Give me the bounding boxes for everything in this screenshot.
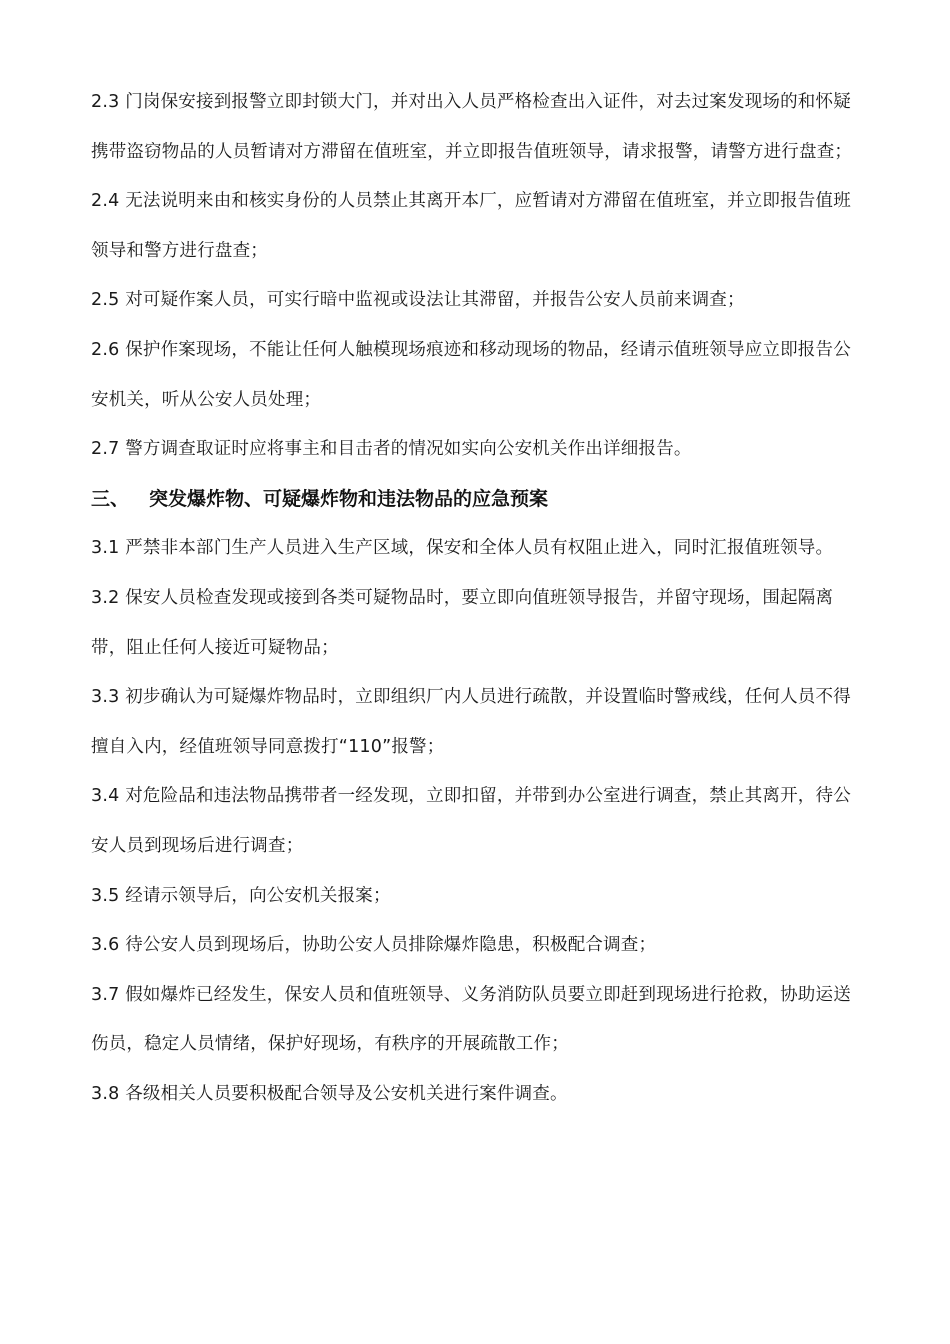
paragraph-3-2: 3.2 保安人员检查发现或接到各类可疑物品时，要立即向值班领导报告，并留守现场，围起隔离带，阻止任何人接近可疑物品； [91, 587, 834, 658]
paragraph-3-4: 3.4 对危险品和违法物品携带者一经发现，立即扣留，并带到办公室进行调查，禁止其离开，待公安人员到现场后进行调查； [91, 786, 851, 856]
section-3-number: 三、 [91, 487, 130, 510]
paragraph-3-3: 3.3 初步确认为可疑爆炸物品时，立即组织厂内人员进行疏散，并设置临时警戒线，任何人员不得擅自入内，经值班领导同意拨打“110”报警； [91, 687, 851, 757]
paragraph-2-6: 2.6 保护作案现场，不能让任何人触模现场痕迹和移动现场的物品，经请示值班领导应立即报告公安机关，听从公安人员处理； [91, 339, 851, 410]
paragraph-3-6: 3.6 待公安人员到现场后，协助公安人员排除爆炸隐患，积极配合调查； [91, 935, 657, 956]
paragraph-3-5: 3.5 经请示领导后，向公安机关报案； [91, 885, 391, 906]
paragraph-3-7: 3.7 假如爆炸已经发生，保安人员和值班领导、义务消防队员要立即赶到现场进行抢救，协助运送伤员，稳定人员情绪，保护好现场，有秩序的开展疏散工作； [91, 984, 851, 1055]
paragraph-3-8: 3.8 各级相关人员要积极配合领导及公安机关进行案件调查。 [91, 1083, 568, 1104]
paragraph-2-5: 2.5 对可疑作案人员，可实行暗中监视或设法让其滞留，并报告公安人员前来调查； [91, 290, 745, 311]
paragraph-2-4: 2.4 无法说明来由和核实身份的人员禁止其离开本厂，应暂请对方滞留在值班室，并立即报告值班领导和警方进行盘查； [91, 191, 851, 261]
section-3-heading [91, 475, 862, 525]
section-3-title: 突发爆炸物、可疑爆炸物和违法物品的应急预案 [149, 487, 549, 510]
paragraph-2-3: 2.3 门岗保安接到报警立即封锁大门，并对出入人员严格检查出入证件，对去过案发现场的和怀疑携带盗窃物品的人员暂请对方滞留在值班室，并立即报告值班领导，请求报警，请警方进行盘查； [91, 92, 853, 162]
paragraph-2-7: 2.7 警方调查取证时应将事主和目击者的情况如实向公安机关作出详细报告。 [91, 439, 692, 460]
paragraph-3-1: 3.1 严禁非本部门生产人员进入生产区域，保安和全体人员有权阻止进入，同时汇报值班领导。 [91, 538, 834, 559]
